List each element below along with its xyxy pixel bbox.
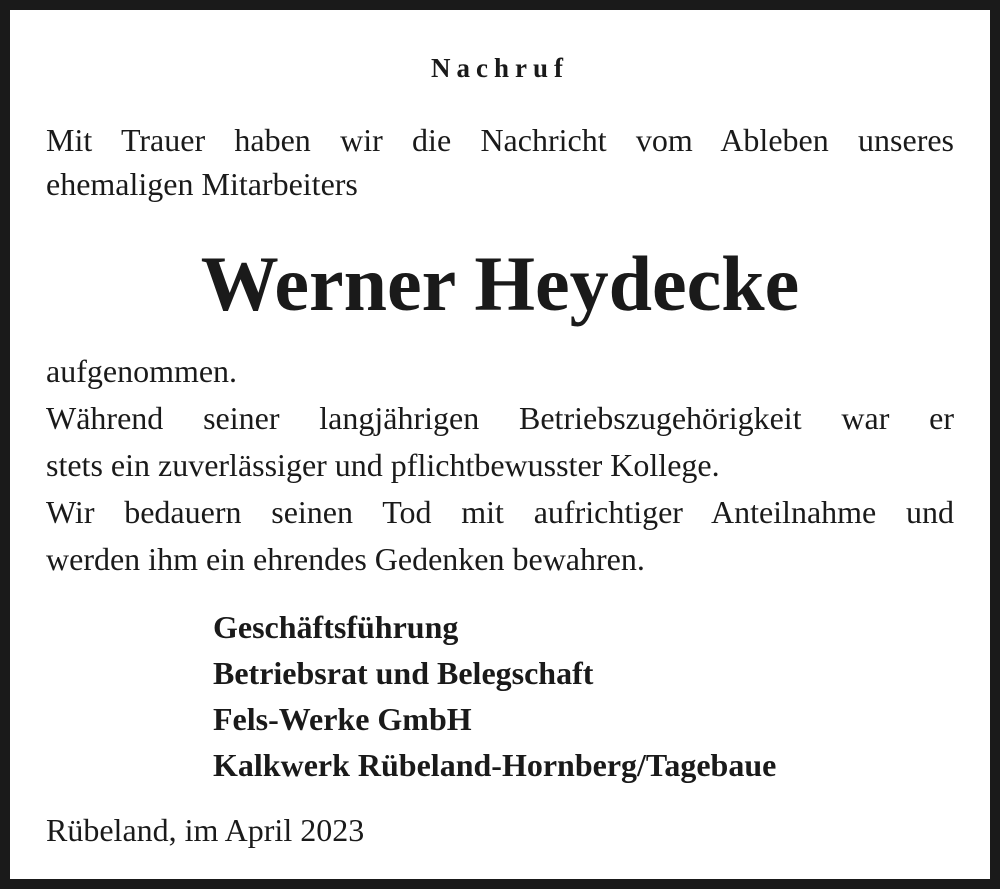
body-line: Während seiner langjährigen Betriebszugehörigkeit war er <box>46 400 954 436</box>
body-paragraph <box>46 348 954 583</box>
signer-name: Betriebsrat und Belegschaft <box>213 655 594 691</box>
intro-line: ehemaligen Mitarbeiters <box>46 166 358 202</box>
intro-paragraph <box>46 118 954 206</box>
after-name-text: aufgenommen. <box>46 353 238 389</box>
intro-line: Mit Trauer haben wir die Nachricht vom Ableben unseres <box>46 122 954 158</box>
notice-heading: Nachruf <box>431 53 569 83</box>
body-line: stets ein zuverlässiger und pflichtbewusster Kollege. <box>46 447 720 483</box>
signer-name: Fels-Werke GmbH <box>213 701 472 737</box>
body-line: werden ihm ein ehrendes Gedenken bewahren. <box>46 541 645 577</box>
signer-name: Geschäftsführung <box>213 609 459 645</box>
signers-block <box>213 604 913 788</box>
place-date: Rübeland, im April 2023 <box>46 812 365 848</box>
body-line: Wir bedauern seinen Tod mit aufrichtiger Anteilnahme und <box>46 494 954 530</box>
deceased-name: Werner Heydecke <box>200 240 800 327</box>
signer-name: Kalkwerk Rübeland-Hornberg/Tagebaue <box>213 747 777 783</box>
